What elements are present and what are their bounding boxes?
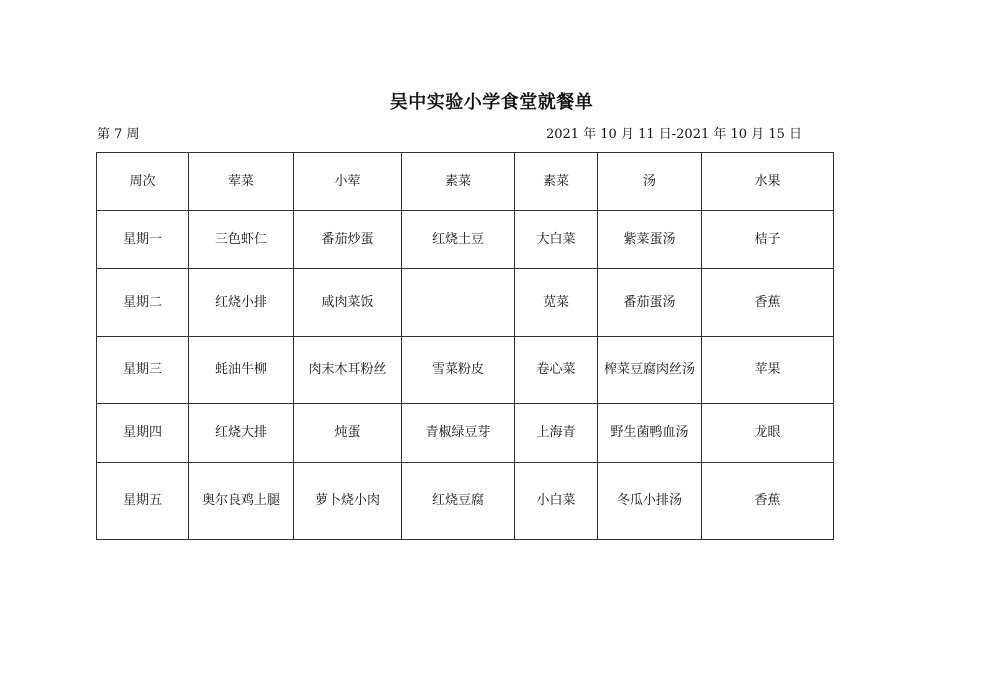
table-cell: 桔子 [702, 211, 834, 269]
table-cell: 肉末木耳粉丝 [294, 337, 402, 404]
table-cell: 三色虾仁 [189, 211, 294, 269]
table-cell: 红烧小排 [189, 269, 294, 337]
table-cell: 雪菜粉皮 [402, 337, 515, 404]
table-header-row [97, 153, 834, 211]
table-cell: 番茄蛋汤 [598, 269, 702, 337]
table-cell: 萝卜烧小肉 [294, 463, 402, 540]
table-cell: 小白菜 [515, 463, 598, 540]
table-row [97, 269, 834, 337]
table-cell: 冬瓜小排汤 [598, 463, 702, 540]
menu-table [96, 152, 834, 540]
table-cell: 咸肉菜饭 [294, 269, 402, 337]
table-cell: 青椒绿豆芽 [402, 404, 515, 463]
header-cell: 汤 [598, 153, 702, 211]
table-cell: 野生菌鸭血汤 [598, 404, 702, 463]
day-cell: 星期三 [97, 337, 189, 404]
day-cell: 星期五 [97, 463, 189, 540]
header-cell: 周次 [97, 153, 189, 211]
table-cell: 番茄炒蛋 [294, 211, 402, 269]
table-cell: 卷心菜 [515, 337, 598, 404]
table-cell: 紫菜蛋汤 [598, 211, 702, 269]
table-cell: 苋菜 [515, 269, 598, 337]
header-cell: 素菜 [515, 153, 598, 211]
day-cell: 星期四 [97, 404, 189, 463]
table-cell: 奥尔良鸡上腿 [189, 463, 294, 540]
header-cell: 小荤 [294, 153, 402, 211]
table-cell: 蚝油牛柳 [189, 337, 294, 404]
day-cell: 星期二 [97, 269, 189, 337]
table-cell: 红烧豆腐 [402, 463, 515, 540]
table-cell: 大白菜 [515, 211, 598, 269]
table-row [97, 463, 834, 540]
table-cell [402, 269, 515, 337]
table-row [97, 211, 834, 269]
table-row [97, 337, 834, 404]
table-cell: 榨菜豆腐肉丝汤 [598, 337, 702, 404]
table-cell: 上海青 [515, 404, 598, 463]
date-range: 2021 年 10 月 11 日-2021 年 10 月 15 日 [545, 127, 802, 142]
table-cell: 苹果 [702, 337, 834, 404]
table-row [97, 404, 834, 463]
header-cell: 水果 [702, 153, 834, 211]
table-cell: 红烧土豆 [402, 211, 515, 269]
header-cell: 素菜 [402, 153, 515, 211]
day-cell: 星期一 [97, 211, 189, 269]
header-cell: 荤菜 [189, 153, 294, 211]
page-title: 吴中实验小学食堂就餐单 [389, 92, 594, 113]
table-cell: 红烧大排 [189, 404, 294, 463]
week-label: 第 7 周 [97, 127, 140, 142]
table-cell: 龙眼 [702, 404, 834, 463]
table-cell: 香蕉 [702, 269, 834, 337]
table-cell: 香蕉 [702, 463, 834, 540]
table-cell: 炖蛋 [294, 404, 402, 463]
